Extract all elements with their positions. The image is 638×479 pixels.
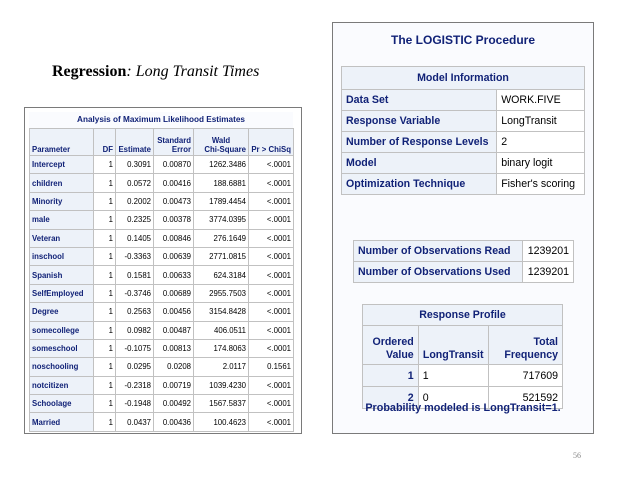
stderr-value: 0.00487 <box>154 321 194 339</box>
slide-title-italic: : Long Transit Times <box>126 63 260 80</box>
df-value: 1 <box>94 358 116 376</box>
df-value: 1 <box>94 229 116 247</box>
estimate-value: -0.2318 <box>116 376 154 394</box>
col-wald-line2: Chi-Square <box>204 145 246 154</box>
mle-row <box>30 192 294 210</box>
model-info-body <box>342 90 585 195</box>
parameter-name: Intercept <box>30 156 94 174</box>
stderr-value: 0.00492 <box>154 395 194 413</box>
estimate-value: 0.2325 <box>116 211 154 229</box>
parameter-name: somecollege <box>30 321 94 339</box>
model-info-row <box>342 111 585 132</box>
p-value: <.0001 <box>249 339 294 357</box>
col-total-frequency <box>488 326 562 365</box>
model-info-row <box>342 174 585 195</box>
mle-row <box>30 174 294 192</box>
observations-row <box>354 241 574 262</box>
model-info-row <box>342 90 585 111</box>
response-profile-header: Response Profile <box>363 305 563 326</box>
response-profile-table <box>362 304 563 409</box>
model-info-label: Optimization Technique <box>342 174 497 195</box>
wald-value: 174.8063 <box>194 339 249 357</box>
col-stderr-line1: Standard <box>157 136 191 145</box>
parameter-name: Degree <box>30 303 94 321</box>
mle-row <box>30 303 294 321</box>
parameter-name: noschooling <box>30 358 94 376</box>
df-value: 1 <box>94 321 116 339</box>
observations-value: 1239201 <box>523 241 574 262</box>
total-frequency-value: 717609 <box>488 365 562 387</box>
model-info-label: Data Set <box>342 90 497 111</box>
model-info-row <box>342 132 585 153</box>
col-ordered-value <box>363 326 419 365</box>
wald-value: 1567.5837 <box>194 395 249 413</box>
df-value: 1 <box>94 211 116 229</box>
p-value: <.0001 <box>249 156 294 174</box>
parameter-name: Married <box>30 413 94 431</box>
p-value: <.0001 <box>249 303 294 321</box>
observations-table <box>353 240 574 283</box>
p-value: <.0001 <box>249 284 294 302</box>
model-info-value: binary logit <box>497 153 585 174</box>
mle-row <box>30 229 294 247</box>
ordered-value: 1 <box>363 365 419 387</box>
col-parameter: Parameter <box>30 129 94 156</box>
estimate-value: 0.1581 <box>116 266 154 284</box>
estimate-value: -0.3363 <box>116 247 154 265</box>
response-profile-col-row <box>363 326 563 365</box>
estimate-value: 0.2563 <box>116 303 154 321</box>
stderr-value: 0.00719 <box>154 376 194 394</box>
p-value: 0.1561 <box>249 358 294 376</box>
stderr-value: 0.00633 <box>154 266 194 284</box>
mle-inner <box>29 112 293 432</box>
estimate-value: 0.0982 <box>116 321 154 339</box>
mle-row <box>30 284 294 302</box>
wald-value: 624.3184 <box>194 266 249 284</box>
col-wald-line1: Wald <box>211 136 231 145</box>
mle-row <box>30 376 294 394</box>
parameter-name: SelfEmployed <box>30 284 94 302</box>
mle-row <box>30 413 294 431</box>
df-value: 1 <box>94 303 116 321</box>
parameter-name: Spanish <box>30 266 94 284</box>
stderr-value: 0.00846 <box>154 229 194 247</box>
model-info-label: Response Variable <box>342 111 497 132</box>
page-number: 56 <box>573 451 581 460</box>
col-ordered-line2: Value <box>386 349 414 361</box>
mle-panel <box>24 107 302 434</box>
p-value: <.0001 <box>249 174 294 192</box>
p-value: <.0001 <box>249 229 294 247</box>
wald-value: 1262.3486 <box>194 156 249 174</box>
wald-value: 100.4623 <box>194 413 249 431</box>
parameter-name: notcitizen <box>30 376 94 394</box>
df-value: 1 <box>94 284 116 302</box>
parameter-name: children <box>30 174 94 192</box>
stderr-value: 0.00416 <box>154 174 194 192</box>
estimate-value: 0.0437 <box>116 413 154 431</box>
df-value: 1 <box>94 156 116 174</box>
estimate-value: -0.1075 <box>116 339 154 357</box>
stderr-value: 0.00378 <box>154 211 194 229</box>
mle-row <box>30 358 294 376</box>
mle-body <box>30 156 294 432</box>
df-value: 1 <box>94 192 116 210</box>
wald-value: 3154.8428 <box>194 303 249 321</box>
observations-value: 1239201 <box>523 262 574 283</box>
p-value: <.0001 <box>249 321 294 339</box>
model-info-label: Model <box>342 153 497 174</box>
col-estimate: Estimate <box>116 129 154 156</box>
mle-row <box>30 395 294 413</box>
p-value: <.0001 <box>249 395 294 413</box>
stderr-value: 0.00473 <box>154 192 194 210</box>
p-value: <.0001 <box>249 211 294 229</box>
p-value: <.0001 <box>249 192 294 210</box>
stderr-value: 0.00639 <box>154 247 194 265</box>
stderr-value: 0.00436 <box>154 413 194 431</box>
parameter-name: someschool <box>30 339 94 357</box>
observations-body <box>354 241 574 283</box>
estimate-value: 0.2002 <box>116 192 154 210</box>
estimate-value: -0.1948 <box>116 395 154 413</box>
col-total-line1: Total <box>533 336 558 348</box>
wald-value: 2771.0815 <box>194 247 249 265</box>
estimate-value: 0.0295 <box>116 358 154 376</box>
col-ordered-line1: Ordered <box>372 336 414 348</box>
p-value: <.0001 <box>249 376 294 394</box>
slide-title <box>52 63 259 81</box>
col-stderr-line2: Error <box>171 145 191 154</box>
p-value: <.0001 <box>249 247 294 265</box>
wald-value: 1039.4230 <box>194 376 249 394</box>
df-value: 1 <box>94 266 116 284</box>
col-p: Pr > ChiSq <box>249 129 294 156</box>
df-value: 1 <box>94 247 116 265</box>
df-value: 1 <box>94 413 116 431</box>
observations-row <box>354 262 574 283</box>
model-info-value: LongTransit <box>497 111 585 132</box>
model-info-value: Fisher's scoring <box>497 174 585 195</box>
col-wald <box>194 129 249 156</box>
model-info-value: 2 <box>497 132 585 153</box>
mle-row <box>30 211 294 229</box>
logistic-panel <box>332 22 594 434</box>
p-value: <.0001 <box>249 413 294 431</box>
wald-value: 3774.0395 <box>194 211 249 229</box>
model-info-table <box>341 66 585 195</box>
estimate-value: 0.3091 <box>116 156 154 174</box>
observations-label: Number of Observations Used <box>354 262 523 283</box>
longtransit-value: 1 <box>418 365 488 387</box>
total-frequency-value: 521592 <box>488 387 562 409</box>
longtransit-value: 0 <box>418 387 488 409</box>
stderr-value: 0.00456 <box>154 303 194 321</box>
col-df: DF <box>94 129 116 156</box>
estimate-value: 0.1405 <box>116 229 154 247</box>
stderr-value: 0.00870 <box>154 156 194 174</box>
col-longtransit: LongTransit <box>418 326 488 365</box>
wald-value: 2.0117 <box>194 358 249 376</box>
col-stderr <box>154 129 194 156</box>
stderr-value: 0.00813 <box>154 339 194 357</box>
mle-table <box>29 128 294 432</box>
ordered-value: 2 <box>363 387 419 409</box>
p-value: <.0001 <box>249 266 294 284</box>
parameter-name: Veteran <box>30 229 94 247</box>
df-value: 1 <box>94 174 116 192</box>
mle-title: Analysis of Maximum Likelihood Estimates <box>77 115 245 124</box>
mle-row <box>30 247 294 265</box>
model-info-label: Number of Response Levels <box>342 132 497 153</box>
model-info-header: Model Information <box>342 67 585 90</box>
model-info-value: WORK.FIVE <box>497 90 585 111</box>
mle-header-row <box>30 129 294 156</box>
observations-label: Number of Observations Read <box>354 241 523 262</box>
estimate-value: 0.0572 <box>116 174 154 192</box>
procedure-title: The LOGISTIC Procedure <box>390 33 536 47</box>
slide-title-bold: Regression <box>52 63 127 80</box>
mle-row <box>30 339 294 357</box>
wald-value: 276.1649 <box>194 229 249 247</box>
parameter-name: male <box>30 211 94 229</box>
df-value: 1 <box>94 395 116 413</box>
df-value: 1 <box>94 376 116 394</box>
parameter-name: Schoolage <box>30 395 94 413</box>
parameter-name: Minority <box>30 192 94 210</box>
df-value: 1 <box>94 339 116 357</box>
probability-note: Probability modeled is LongTransit=1. <box>365 402 561 414</box>
mle-row <box>30 266 294 284</box>
mle-row <box>30 321 294 339</box>
mle-row <box>30 156 294 174</box>
stderr-value: 0.0208 <box>154 358 194 376</box>
response-profile-row <box>363 365 563 387</box>
wald-value: 2955.7503 <box>194 284 249 302</box>
estimate-value: -0.3746 <box>116 284 154 302</box>
wald-value: 188.6881 <box>194 174 249 192</box>
col-total-line2: Frequency <box>504 349 558 361</box>
model-info-row <box>342 153 585 174</box>
parameter-name: inschool <box>30 247 94 265</box>
wald-value: 1789.4454 <box>194 192 249 210</box>
wald-value: 406.0511 <box>194 321 249 339</box>
stderr-value: 0.00689 <box>154 284 194 302</box>
